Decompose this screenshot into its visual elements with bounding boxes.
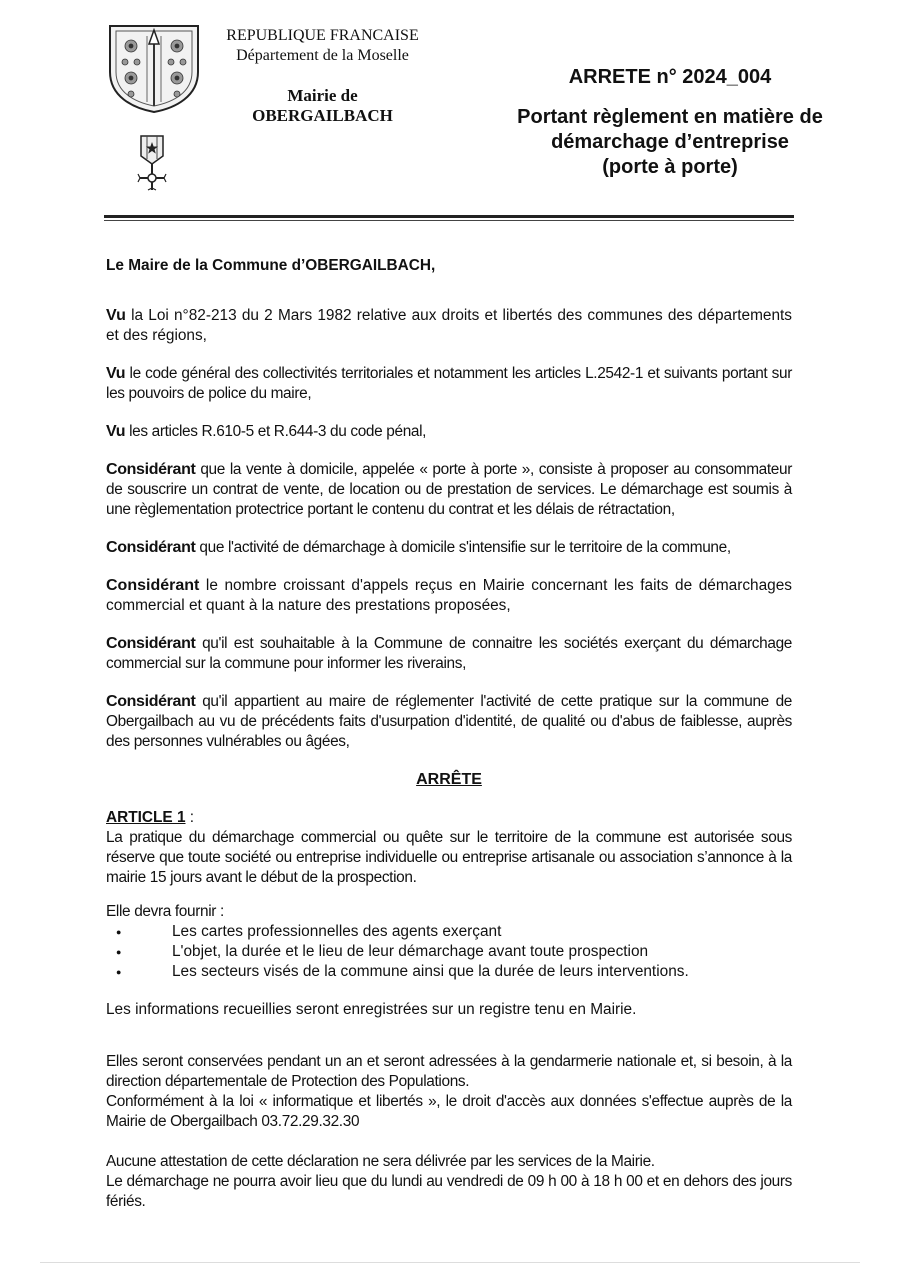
list-item: ● Les cartes professionnelles des agents exerçant: [106, 922, 792, 942]
article-colon: :: [185, 809, 195, 826]
issuer-header: [210, 26, 435, 66]
medal-icon: [136, 134, 168, 192]
recital-lead: Vu: [106, 423, 126, 440]
recital-text: qu'il est souhaitable à la Commune de connaitre les sociétés exerçant du démarchage commercial sur la commune pour informer les riverains,: [106, 635, 792, 672]
document-body: [106, 256, 792, 1212]
retention-text: Elles seront conservées pendant un an et seront adressées à la gendarmerie nationale et, si besoin, à la direction départementale de Protection des Populations.: [106, 1053, 792, 1090]
subject-line-3: (porte à porte): [602, 156, 738, 178]
subject-line-2: démarchage d’entreprise: [551, 131, 789, 153]
recital-considerant-activite: [106, 538, 792, 558]
article-1-text: La pratique du démarchage commercial ou quête sur le territoire de la commune est autorisée sous réserve que toute société ou entreprise individuelle ou entreprise artisanale ou association s’annonce à la mairie 15 jours avant le début de la prospection.: [106, 829, 792, 886]
schedule-text: Le démarchage ne pourra avoir lieu que du lundi au vendredi de 09 h 00 à 18 h 00 et en dehors des jours fériés.: [106, 1173, 792, 1210]
recital-lead: Considérant: [106, 539, 196, 556]
obligations-list: [106, 922, 792, 982]
recital-text: les articles R.610-5 et R.644-3 du code pénal,: [125, 423, 427, 440]
recital-considerant-vente: [106, 460, 792, 520]
must-provide-label: Elle devra fournir :: [106, 903, 224, 920]
article-1-heading: [106, 808, 792, 828]
mairie-block: [210, 86, 435, 126]
no-certificate-text: Aucune attestation de cette déclaration ne sera délivrée par les services de la Mairie.: [106, 1153, 655, 1170]
recital-considerant-societes: [106, 634, 792, 674]
article-label: ARTICLE 1: [106, 809, 186, 826]
coat-of-arms-icon: [106, 22, 202, 114]
recital-text: que l'activité de démarchage à domicile s'intensifie sur le territoire de la commune,: [195, 539, 731, 556]
recital-lead: Considérant: [106, 461, 196, 478]
recital-vu-cgct: [106, 364, 792, 404]
recital-text: la Loi n°82-213 du 2 Mars 1982 relative aux droits et libertés des communes des départements et des régions,: [106, 307, 792, 344]
mayor-heading: Le Maire de la Commune d’OBERGAILBACH,: [106, 257, 436, 274]
recital-considerant-appels: [106, 576, 792, 616]
subject-line-1: Portant règlement en matière de: [517, 106, 823, 128]
recital-text: le code général des collectivités territoriales et notamment les articles L.2542-1 et suivants portant sur les pouvoirs de police du maire,: [106, 365, 792, 402]
recital-considerant-maire: [106, 692, 792, 752]
department-label: Département de la Moselle: [236, 47, 409, 64]
registry-text: Les informations recueillies seront enregistrées sur un registre tenu en Mairie.: [106, 1001, 637, 1018]
recital-lead: Vu: [106, 307, 126, 324]
recital-lead: Vu: [106, 365, 126, 382]
arrete-number: ARRETE n° 2024_004: [568, 66, 772, 88]
recital-text: qu'il appartient au maire de réglementer l'activité de cette pratique sur la commune de Obergailbach au vu de précédents faits d'usurpation d'identité, de qualité ou d'abus de faiblesse, auprès des personnes vulnérables ou âgées,: [106, 693, 792, 750]
header-divider-thin: [104, 220, 794, 221]
mairie-line-2: OBERGAILBACH: [252, 106, 393, 125]
recital-text: que la vente à domicile, appelée « porte à porte », consiste à proposer au consommateur de souscrire un contrat de vente, de location ou de prestation de services. Le démarchage est soumis à une règlementation protectrice portant le contenu du contrat et les délais de rétractation,: [106, 461, 792, 518]
recital-lead: Considérant: [106, 693, 196, 710]
recital-lead: Considérant: [106, 577, 200, 594]
page-edge-line: [40, 1262, 860, 1263]
recital-text: le nombre croissant d'appels reçus en Mairie concernant les faits de démarchages commercial et quant à la nature des prestations proposées,: [106, 577, 792, 614]
recital-vu-loi: [106, 306, 792, 346]
recital-vu-code-penal: [106, 422, 792, 442]
republic-label: REPUBLIQUE FRANCAISE: [226, 27, 419, 44]
list-item: ● L'objet, la durée et le lieu de leur démarchage avant toute prospection: [106, 942, 792, 962]
recital-lead: Considérant: [106, 635, 196, 652]
arrete-subject: [480, 105, 860, 180]
list-item: ● Les secteurs visés de la commune ainsi que la durée de leurs interventions.: [106, 962, 792, 982]
mairie-line-1: Mairie de: [287, 86, 358, 105]
privacy-text: Conformément à la loi « informatique et libertés », le droit d'accès aux données s'effectue auprès de la Mairie de Obergailbach 03.72.29.32.30: [106, 1093, 792, 1130]
header-divider-thick: [104, 215, 794, 218]
arrete-title: ARRÊTE: [416, 771, 482, 788]
